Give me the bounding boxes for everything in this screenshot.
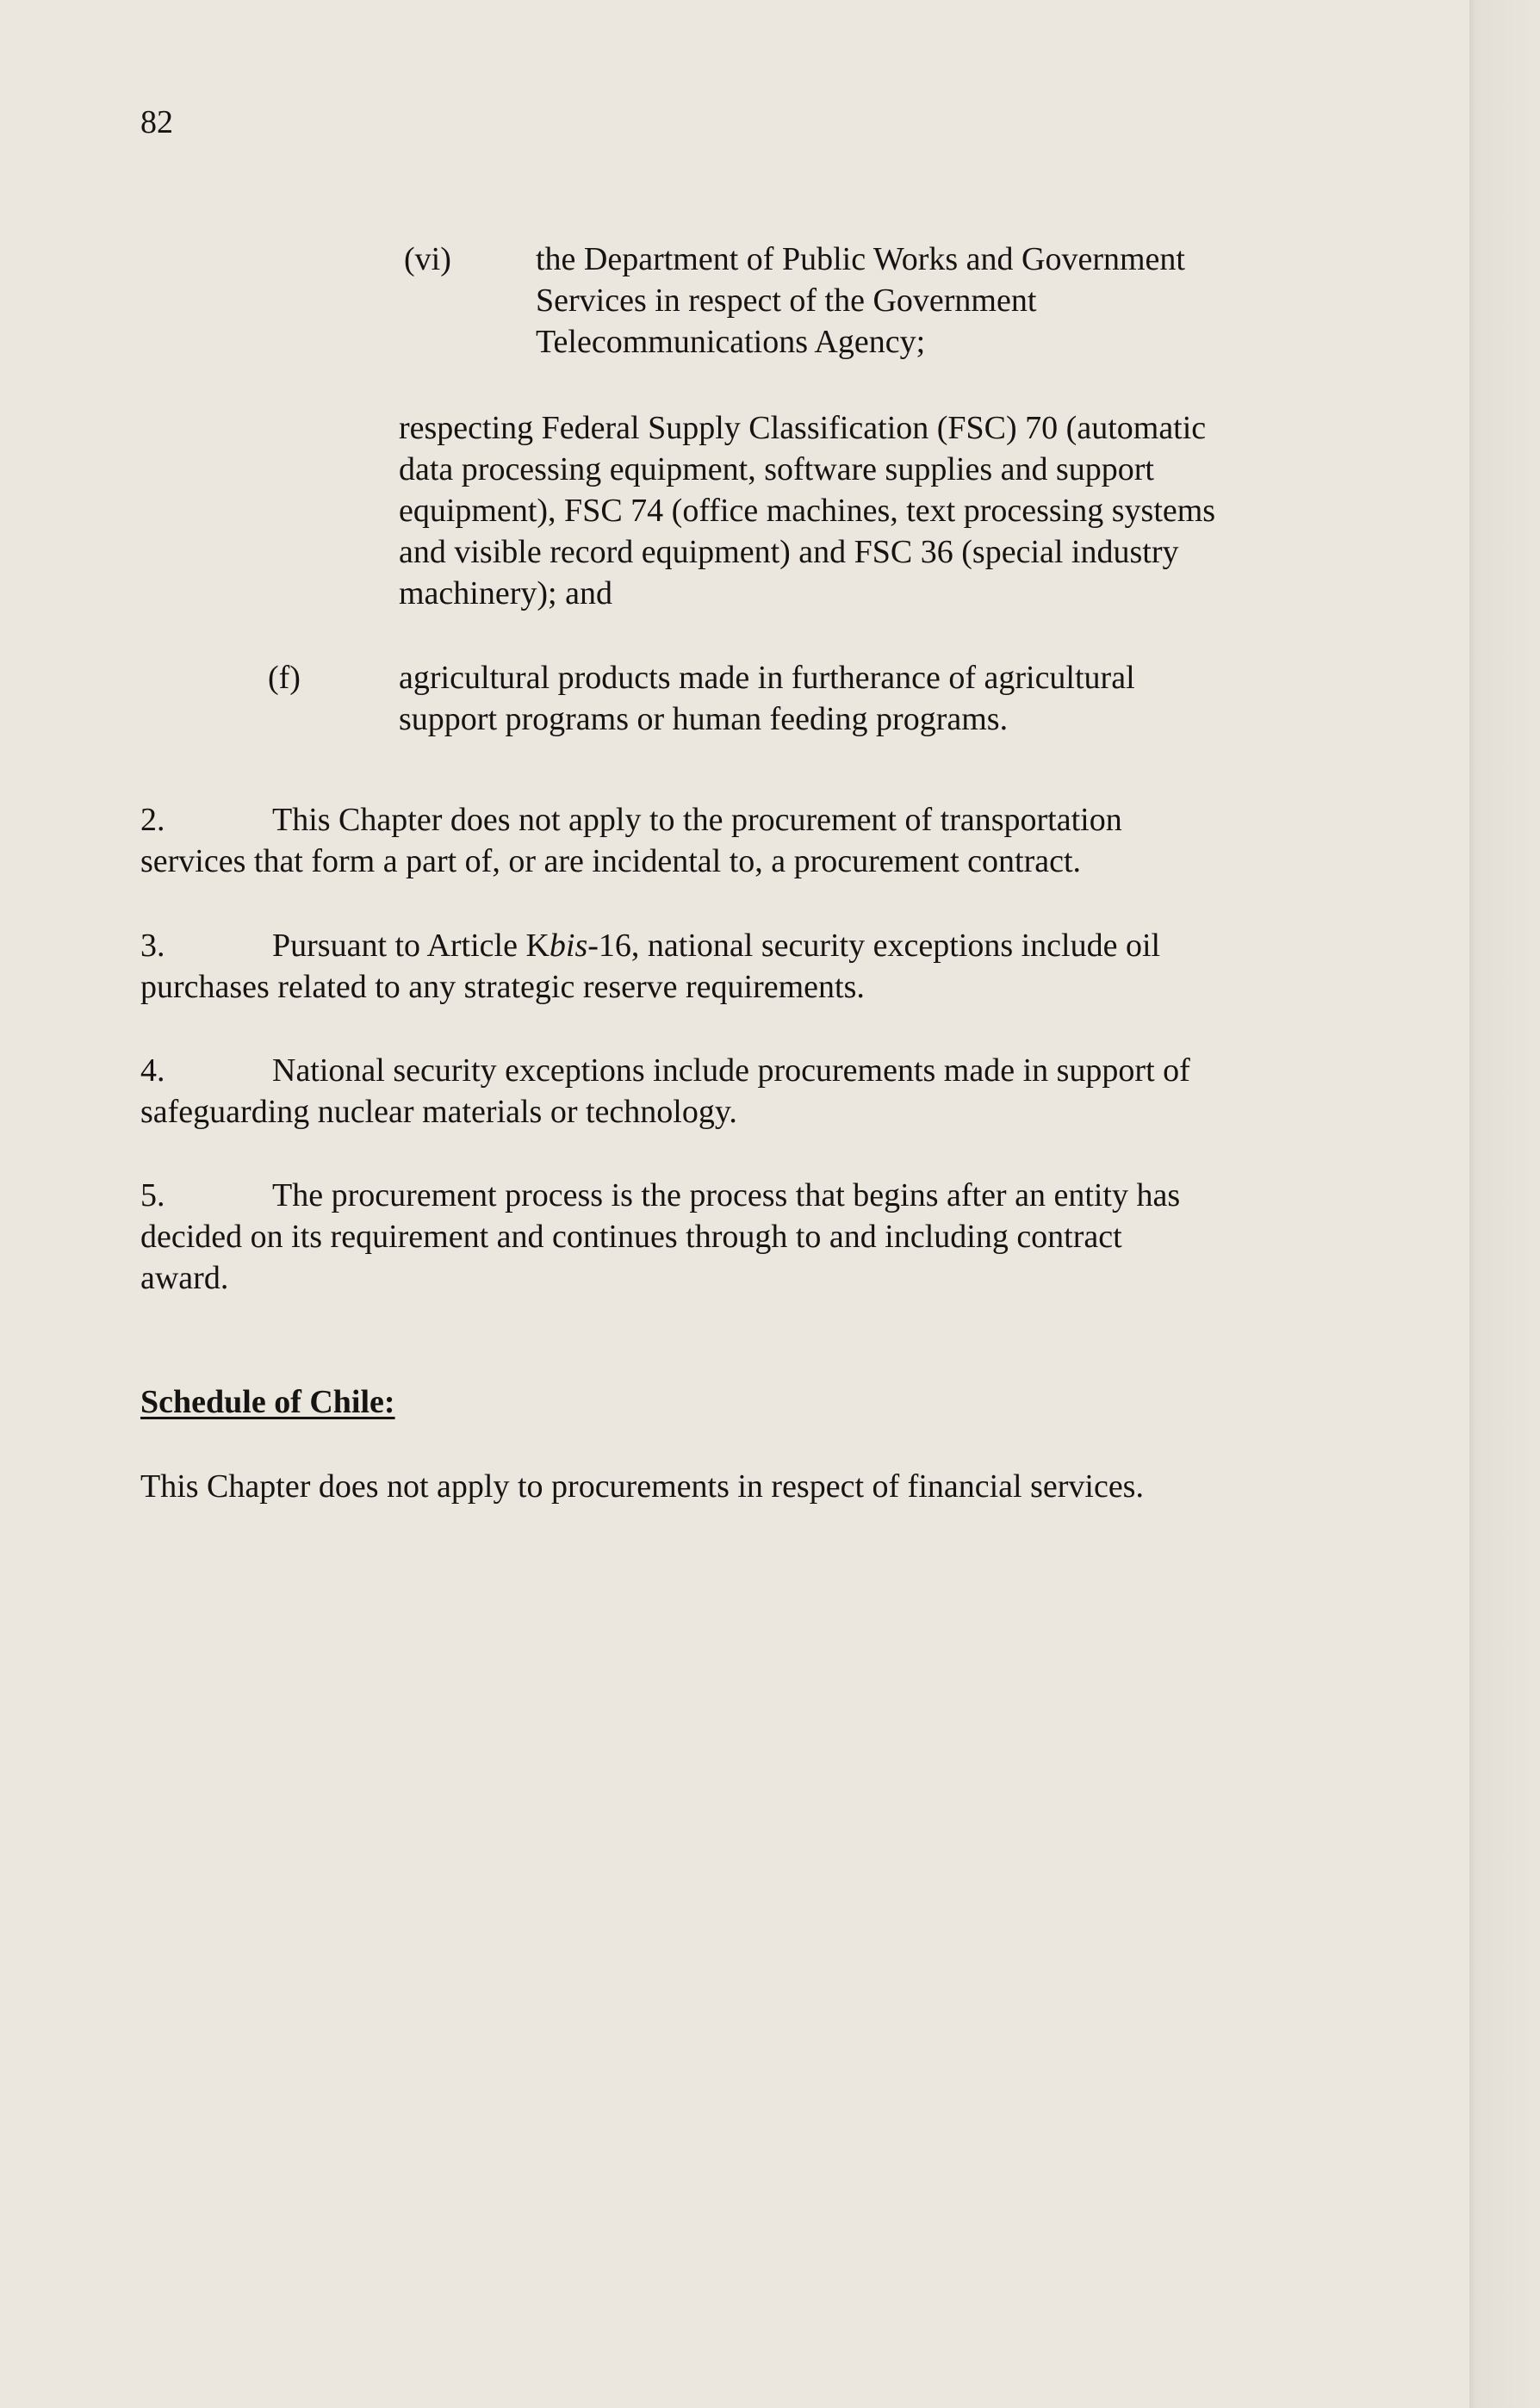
fsc-line: and visible record equipment) and FSC 36 (special industry	[399, 534, 1179, 570]
fsc-line: data processing equipment, software supplies and support	[399, 451, 1154, 487]
chile-paragraph: This Chapter does not apply to procurements in respect of financial services.	[140, 1468, 1144, 1505]
item-vi-line: Telecommunications Agency;	[536, 324, 926, 360]
fsc-line: respecting Federal Supply Classification (FSC) 70 (automatic	[399, 410, 1207, 446]
item-vi-text	[536, 239, 1185, 363]
item-vi-line: Services in respect of the Government	[536, 282, 1037, 319]
para-3-italic-bis: bis	[549, 928, 588, 964]
page-gutter	[1469, 0, 1540, 2408]
para-4-number: 4.	[140, 1052, 165, 1089]
schedule-heading: Schedule of Chile:	[140, 1384, 395, 1420]
para-5-first-line: The procurement process is the process that begins after an entity has	[272, 1177, 1181, 1213]
para-5-line: award.	[140, 1260, 229, 1296]
fsc-paragraph	[399, 407, 1215, 614]
item-vi-line: the Department of Public Works and Government	[536, 241, 1185, 277]
para-4-line: safeguarding nuclear materials or technology.	[140, 1094, 737, 1130]
item-f-line: support programs or human feeding programs.	[399, 701, 1009, 737]
para-4-first-line: National security exceptions include procurements made in support of	[272, 1052, 1190, 1089]
para-5-number: 5.	[140, 1177, 165, 1213]
fsc-line: machinery); and	[399, 575, 612, 611]
para-3-first-line	[272, 925, 1160, 966]
para-2-first-line: This Chapter does not apply to the procurement of transportation	[272, 802, 1122, 838]
para-3-text-after: -16, national security exceptions include oil	[587, 928, 1161, 964]
para-3-number: 3.	[140, 928, 165, 964]
para-3-line: purchases related to any strategic reserve requirements.	[140, 969, 865, 1005]
item-f-label: (f)	[268, 660, 301, 696]
fsc-line: equipment), FSC 74 (office machines, text processing systems	[399, 493, 1216, 529]
item-f-line: agricultural products made in furtherance of agricultural	[399, 660, 1135, 696]
para-3-text-before: Pursuant to Article K	[272, 928, 550, 964]
page-number: 82	[140, 104, 173, 140]
para-5-line: decided on its requirement and continues through to and including contract	[140, 1219, 1122, 1255]
item-f-text	[399, 657, 1135, 740]
item-vi-label: (vi)	[404, 241, 451, 277]
para-2-number: 2.	[140, 802, 165, 838]
para-2-line: services that form a part of, or are incidental to, a procurement contract.	[140, 843, 1082, 879]
